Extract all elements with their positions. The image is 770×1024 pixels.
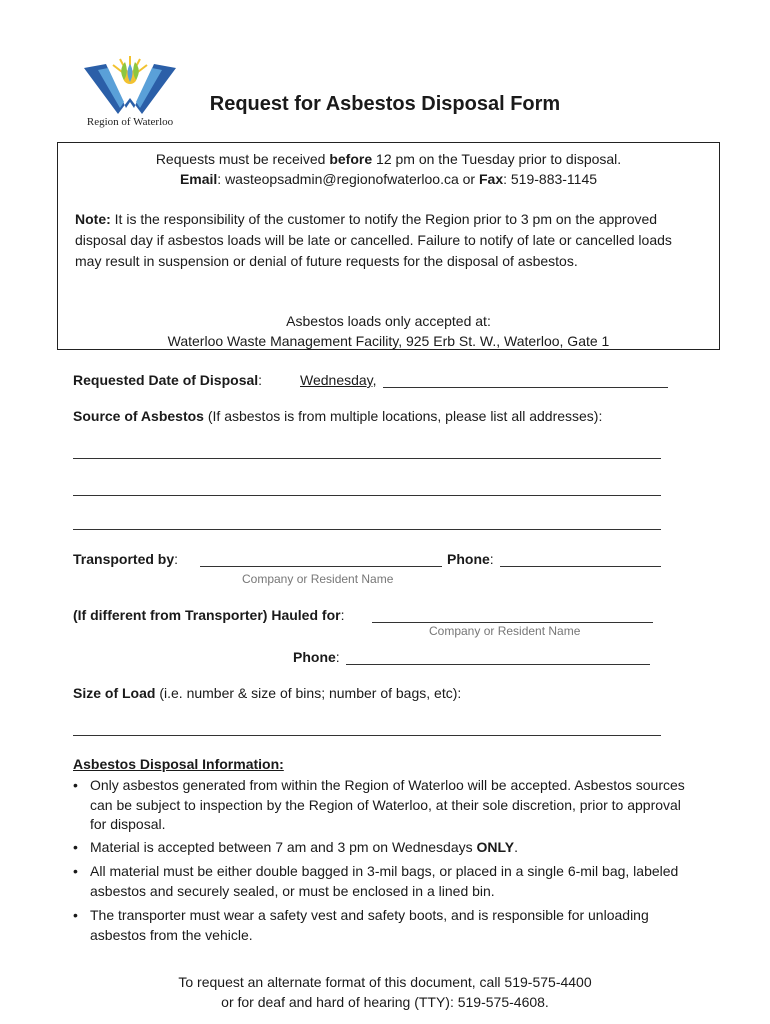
hauled-for-label: (If different from Transporter) Hauled for: xyxy=(73,607,345,623)
transported-by-label: Transported by: xyxy=(73,551,179,567)
hauler-phone-label: Phone: xyxy=(293,649,340,665)
bullet-icon: • xyxy=(73,777,78,793)
source-address-field-1[interactable] xyxy=(73,458,661,459)
bullet-icon: • xyxy=(73,907,78,923)
source-label: Source of Asbestos (If asbestos is from multiple locations, please list all addresses): xyxy=(73,408,603,424)
logo-org-name: Region of Waterloo xyxy=(86,116,174,128)
size-of-load-field[interactable] xyxy=(73,735,661,736)
requested-date-label: Requested Date of Disposal: xyxy=(73,372,263,388)
deadline-line: Requests must be received before 12 pm on the Tuesday prior to disposal. xyxy=(155,151,622,167)
fax-label: Fax xyxy=(478,171,504,187)
info-item-packaging: • All material must be either double bagged in 3-mil bags, or placed in a single 6-mil bag, labeled asbestos and securely sealed, or must be enclosed in a lined bin. xyxy=(73,863,679,899)
contact-line xyxy=(58,171,719,187)
bullet-icon: • xyxy=(73,863,78,879)
fax-value: : 519-883-1145 xyxy=(503,171,598,187)
source-address-field-3[interactable] xyxy=(73,529,661,530)
transporter-company-hint: Company or Resident Name xyxy=(242,572,394,586)
transporter-phone-label: Phone: xyxy=(447,551,494,567)
hauler-company-hint: Company or Resident Name xyxy=(429,624,581,638)
info-heading: Asbestos Disposal Information: xyxy=(73,756,284,772)
note-paragraph: Note: It is the responsibility of the customer to notify the Region prior to 3 pm on the approved disposal day if asbestos loads will be late or cancelled. Failure to notify of late or cancelled loads may result in suspension or denial of future requests for the disposal of asbestos. xyxy=(75,211,672,269)
notice-box xyxy=(57,142,720,350)
bullet-icon: • xyxy=(73,839,78,855)
size-of-load-label: Size of Load (i.e. number & size of bins; number of bags, etc): xyxy=(73,685,462,701)
info-item-local-asbestos: • Only asbestos generated from within the Region of Waterloo will be accepted. Asbestos sources can be subject to inspection by the Region of Waterloo, at their sole discretion, prior to approval for disposal. xyxy=(73,777,685,832)
transported-by-field[interactable] xyxy=(200,566,442,567)
info-item-safety: • The transporter must wear a safety vest and safety boots, and is responsible for unloading asbestos from the vehicle. xyxy=(73,907,649,943)
region-of-waterloo-logo xyxy=(80,50,180,130)
footer-alternate-format: To request an alternate format of this document, call 519-575-4400 xyxy=(178,974,592,990)
email-label: Email xyxy=(179,171,218,187)
footer-tty: or for deaf and hard of hearing (TTY): 519-575-4608. xyxy=(221,994,549,1010)
requested-date-field[interactable] xyxy=(383,387,668,388)
accepted-location-label: Asbestos loads only accepted at: xyxy=(286,313,491,329)
transporter-phone-field[interactable] xyxy=(500,566,661,567)
accepted-location-address: Waterloo Waste Management Facility, 925 Erb St. W., Waterloo, Gate 1 xyxy=(167,333,610,349)
info-item-hours: • Material is accepted between 7 am and 3 pm on Wednesdays ONLY. xyxy=(90,838,700,858)
requested-date-value: Wednesday, xyxy=(300,372,377,388)
hauled-for-field[interactable] xyxy=(372,622,653,623)
source-address-field-2[interactable] xyxy=(73,495,661,496)
hauler-phone-field[interactable] xyxy=(346,664,650,665)
page-title: Request for Asbestos Disposal Form xyxy=(209,93,561,115)
email-value[interactable]: : wasteopsadmin@regionofwaterloo.ca or xyxy=(217,171,479,187)
